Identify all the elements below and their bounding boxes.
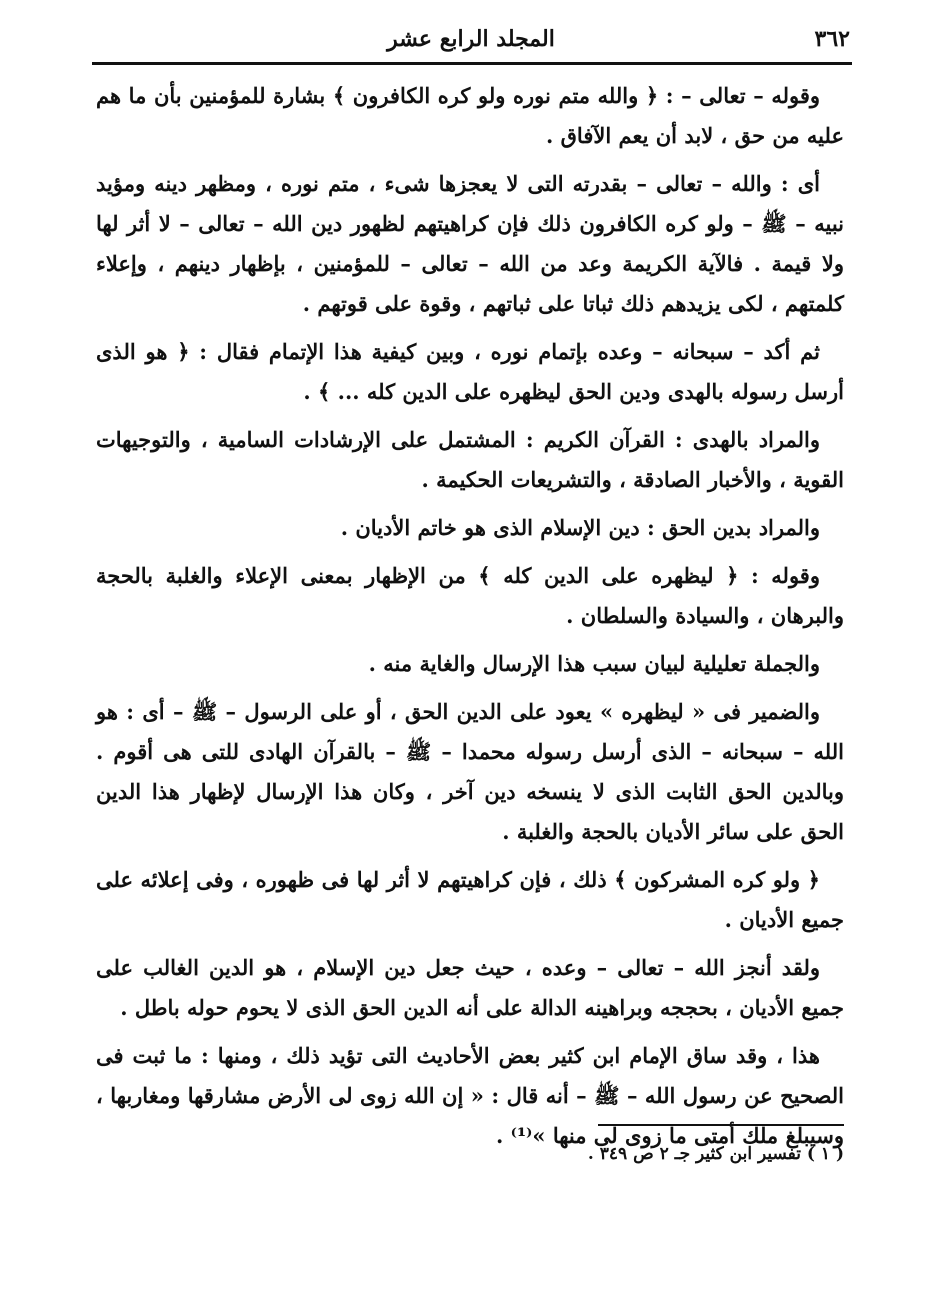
paragraph-10: ولقد أنجز الله – تعالى – وعده ، حيث جعل دين الإسلام ، هو الدين الغالب على جميع الأديان ، بحججه وبراهينه الدالة على أنه الدين الحق الذى لا يحوم حوله باطل . bbox=[96, 955, 844, 1020]
paragraph-1: وقوله – تعالى – : ﴿ والله متم نوره ولو كره الكافرون ﴾ بشارة للمؤمنين بأن ما هم عليه من حق ، لابد أن يعم الآفاق . bbox=[96, 83, 844, 148]
paragraph-8: والضمير فى « ليظهره » يعود على الدين الحق ، أو على الرسول – ﷺ – أى : هو الله – سبحانه – الذى أرسل رسوله محمدا – ﷺ – بالقرآن الهادى للتى هى أقوم . وبالدين الحق الثابت الذى لا ينسخه دين آخر ، وكان هذا الإرسال لإظهار هذا الدين الحق على سائر الأديان بالحجة والغلبة . bbox=[96, 699, 844, 844]
header-divider bbox=[92, 62, 852, 65]
page-body bbox=[96, 76, 844, 1164]
paragraph-6: وقوله : ﴿ ليظهره على الدين كله ﴾ من الإظهار بمعنى الإعلاء والغلبة بالحجة والبرهان ، والسيادة والسلطان . bbox=[96, 563, 844, 628]
paragraph-3: ثم أكد – سبحانه – وعده بإتمام نوره ، وبين كيفية هذا الإتمام فقال : ﴿ هو الذى أرسل رسوله بالهدى ودين الحق ليظهره على الدين كله ... ﴾ . bbox=[96, 339, 844, 404]
page-header bbox=[92, 14, 850, 58]
volume-title: المجلد الرابع عشر bbox=[387, 26, 555, 52]
footnote-divider bbox=[598, 1124, 844, 1126]
paragraph-2: أى : والله – تعالى – بقدرته التى لا يعجزها شىء ، متم نوره ، ومظهر دينه ومؤيد نبيه – ﷺ – ولو كره الكافرون ذلك فإن كراهيتهم لظهور دين الله – تعالى – لا أثر لها ولا قيمة . فالآية الكريمة وعد من الله – تعالى – للمؤمنين ، بإظهار دينهم ، وإعلاء كلمتهم ، لكى يزيدهم ذلك ثباتا على ثباتهم ، وقوة على قوتهم . bbox=[96, 171, 844, 316]
footnote: ( ١ ) تفسير ابن كثير جـ ٢ ص ٣٤٩ . bbox=[587, 1144, 844, 1164]
paragraph-5: والمراد بدين الحق : دين الإسلام الذى هو خاتم الأديان . bbox=[340, 515, 820, 540]
paragraph-7: والجملة تعليلية لبيان سبب هذا الإرسال والغاية منه . bbox=[368, 651, 820, 676]
paragraph-4: والمراد بالهدى : القرآن الكريم : المشتمل على الإرشادات السامية ، والتوجيهات القوية ، والأخبار الصادقة ، والتشريعات الحكيمة . bbox=[96, 427, 844, 492]
paragraph-9: ﴿ ولو كره المشركون ﴾ ذلك ، فإن كراهيتهم لا أثر لها فى ظهوره ، وفى إعلائه على جميع الأديان . bbox=[96, 867, 844, 932]
page-number: ٣٦٢ bbox=[814, 26, 850, 52]
paragraph-11: هذا ، وقد ساق الإمام ابن كثير بعض الأحاديث التى تؤيد ذلك ، ومنها : ما ثبت فى الصحيح عن رسول الله – ﷺ – أنه قال : « إن الله زوى لى الأرض مشارقها ومغاربها ، وسيبلغ ملك أمتى ما زوى لى منها »⁽¹⁾ . bbox=[96, 1043, 844, 1148]
